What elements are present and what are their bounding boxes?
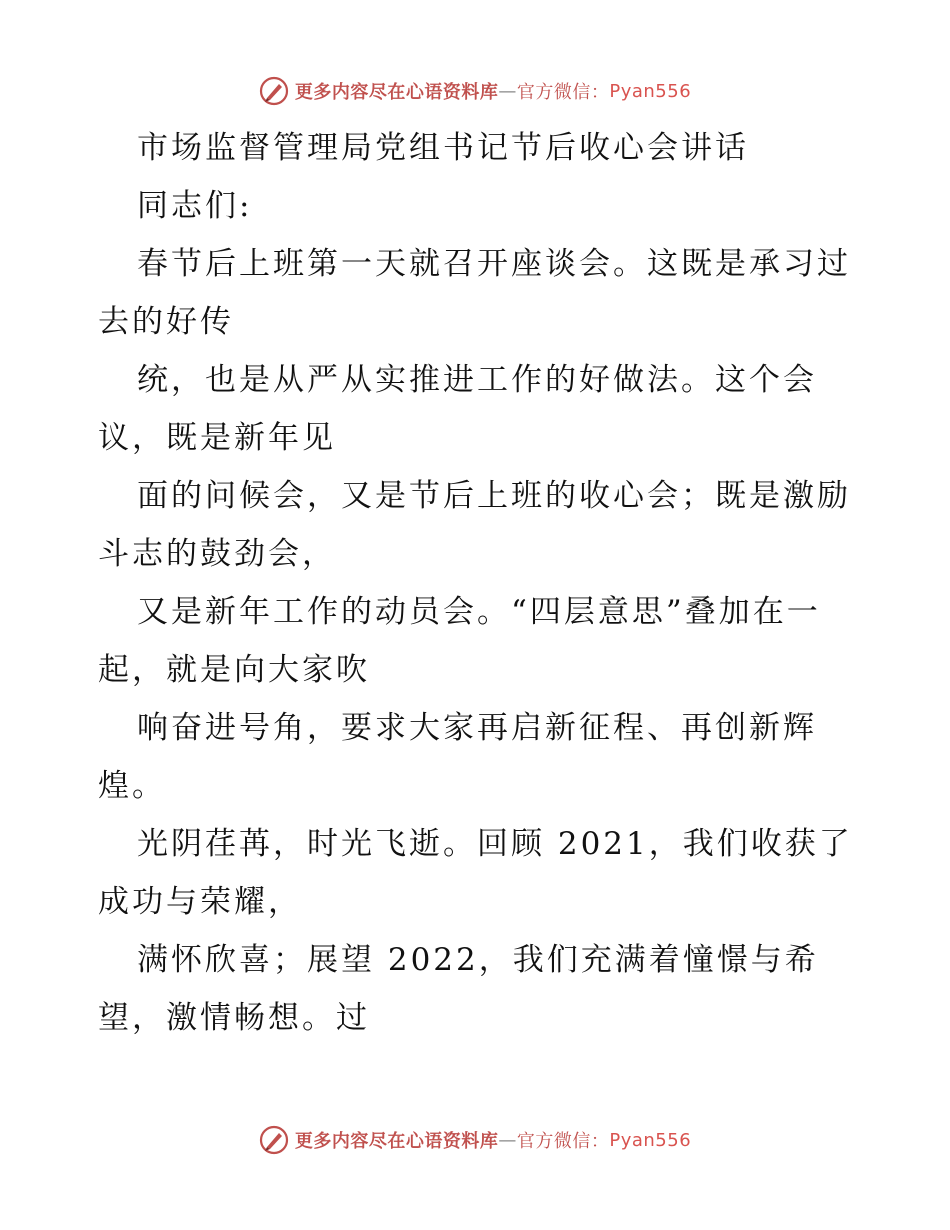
watermark-official-label: 官方微信：: [516, 1131, 610, 1152]
text-line: 光阴荏苒，时光飞逝。回顾 2021，我们收获了: [137, 826, 853, 862]
text-line: 去的好传: [98, 304, 234, 340]
watermark-official-label: 官方微信：: [516, 82, 610, 103]
document-title: 市场监督管理局党组书记节后收心会讲话: [137, 130, 749, 166]
text-line: 成功与荣耀，: [98, 884, 302, 920]
quill-logo-icon: [259, 1125, 289, 1155]
text-line: 望，激情畅想。过: [98, 1000, 370, 1036]
quill-logo-icon: [259, 76, 289, 106]
text-line: 响奋进号角，要求大家再启新征程、再创新辉: [137, 710, 817, 746]
text-line: 又是新年工作的动员会。“四层意思”叠加在一: [137, 594, 821, 630]
text-line: 斗志的鼓劲会，: [98, 536, 336, 572]
watermark-lead-text: 更多内容尽在心语资料库: [294, 82, 499, 103]
text-line: 煌。: [98, 768, 166, 804]
text-line: 起，就是向大家吹: [98, 652, 370, 688]
text-line: 面的问候会，又是节后上班的收心会；既是激励: [137, 478, 851, 514]
watermark-footer: [0, 1120, 950, 1160]
watermark-account-id: Pyan556: [609, 80, 692, 102]
text-line: 议，既是新年见: [98, 420, 336, 456]
text-line: 春节后上班第一天就召开座谈会。这既是承习过: [137, 246, 851, 282]
watermark-account-id: Pyan556: [609, 1129, 692, 1151]
watermark-separator: —: [498, 1129, 517, 1151]
watermark-separator: —: [498, 80, 517, 102]
text-line: 满怀欣喜；展望 2022，我们充满着憧憬与希: [137, 942, 819, 978]
watermark-lead-text: 更多内容尽在心语资料库: [294, 1131, 499, 1152]
watermark-header: [0, 71, 950, 111]
text-line: 统，也是从严从实推进工作的好做法。这个会: [137, 362, 817, 398]
text-line: 同志们:: [137, 188, 253, 224]
